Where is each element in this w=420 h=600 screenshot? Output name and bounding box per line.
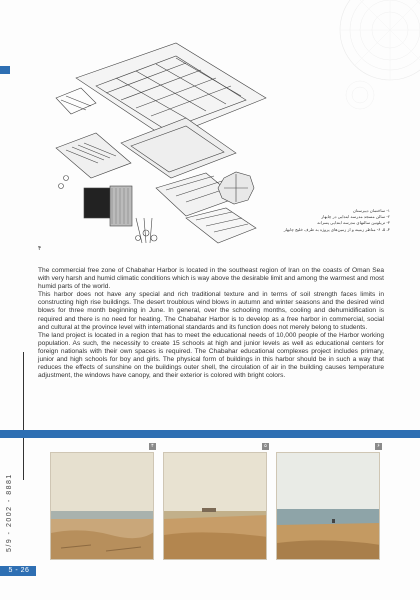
figure-captions bbox=[270, 208, 390, 233]
article-body bbox=[38, 267, 384, 380]
caption-line: ۱- ساختمان دبیرستان bbox=[352, 208, 390, 213]
paragraph-1: The commercial free zone of Chabahar Harbor is located in the southeast region of Iran on the coasts of Oman Sea with very harsh and humid climatic conditions which is way above the desirable limit and among the warmest and most humid parts of the world. bbox=[38, 267, 384, 291]
sidebar-rule bbox=[23, 352, 24, 480]
photo-number-tag: ۴ bbox=[149, 443, 156, 450]
page-number: 5 - 26 bbox=[8, 567, 30, 574]
caption-line: ۲- سالن مسجد مدرسه ابتدایی در چابهار bbox=[321, 214, 390, 220]
side-issue-label: 5/9 - 2002 - 8881 bbox=[6, 473, 13, 552]
accent-band bbox=[0, 430, 420, 438]
landscape-photo-2 bbox=[163, 452, 267, 560]
accent-marker-top bbox=[0, 66, 10, 74]
axonometric-drawing-icon bbox=[36, 38, 284, 253]
landscape-photo-1 bbox=[50, 452, 154, 560]
drawing-number: ۴ bbox=[38, 245, 42, 252]
landscape-photo-3 bbox=[276, 452, 380, 560]
caption-line: ۳- تریلونین سالنهای مدرسه ابتدایی پسرانه bbox=[317, 220, 390, 226]
watermark-ornament-icon bbox=[300, 0, 420, 120]
photo-number-tag: ۵ bbox=[262, 443, 269, 450]
paragraph-2: This harbor does not have any special and rich traditional texture and in terms of soil strength faces limits in constructing high rise buildings. The desert troublous wind blows in autumn and winter seasons and the desired wind blows for three month beginning in June. In general, over the schooling months, cooling and dehumidification is required and there is no need for heating. The Chabahar Harbor is to develop as a free harbor in commercial, social and cultural at the province level with international standards and its function does not merely belong to students. bbox=[38, 291, 384, 331]
paragraph-3: The land project is located in a region that has to meet the educational needs of 10,000 people of the Harbor working population. As such, the necessity to create 15 schools at high and junior levels as well as educational centers for foreign nationals with their own spaces is required. The Chabahar educational complexes project includes primary, junior and high schools for boy and girls. The physical form of buildings in this harbor should be in such a way that reduces the effects of sunshine on the buildings outer shell, the circulation of air in the building causes temperature adjustment, the windows have canopy, and their exterior is colored with bright colors. bbox=[38, 331, 384, 380]
photo-number-tag: ۶ bbox=[375, 443, 382, 450]
caption-line: ۴، ۵، ۶- مناظر زمینه و از زمین‌های پروژه به طرف خلیج چابهار bbox=[283, 226, 390, 232]
